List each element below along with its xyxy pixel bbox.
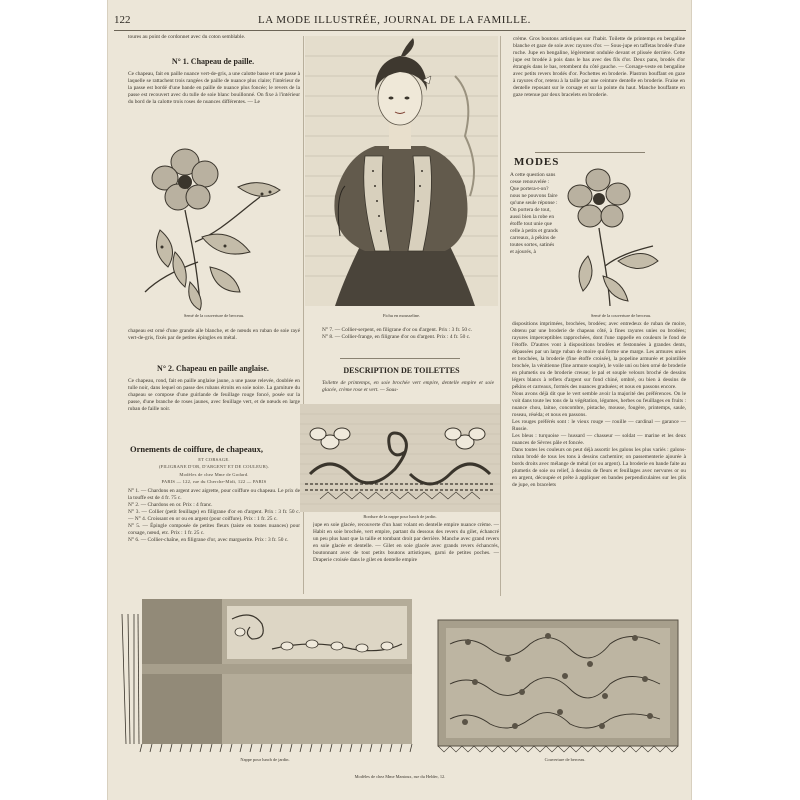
ornements-models: Modèles de chez Mme de Godard.	[179, 472, 249, 477]
modes-intro: A cette question sans cesse renouvelée : Que portera-t-on? nous ne pouvons faire qu'une seule réponse : On portera de tout, aussi bien la robe en étoffe tout unie que celle à petits et grands carreaux, à pékins de toutes sortes, satinés et ajourés, à	[510, 172, 558, 255]
page-number: 122	[114, 14, 131, 26]
column-rule-left	[303, 36, 304, 596]
col2-price-list: N° 7. — Collier-serpent, en filigrane d'or ou d'argent. Prix : 3 fr. 50 c. N° 8. — Collier-frange, en filigrane d'or ou d'argent. Prix : 4 fr. 50 c.	[322, 327, 473, 340]
caption-seme-right: Semé de la couverture de berceau.	[590, 313, 652, 318]
caption-models-mantoux: Modèles de chez Mme Mantoux, rue du Helder, 12.	[354, 774, 446, 779]
heading-chapeau-anglaise: N° 2. Chapeau en paille anglaise.	[157, 364, 269, 373]
ornements-materials: (FILIGRANE D'OR, D'ARGENT ET DE COULEUR).	[158, 464, 270, 469]
heading-chapeau-paille: N° 1. Chapeau de paille.	[171, 57, 255, 66]
col1-paragraph-1b: chapeau est orné d'une grande aile blanche, et de nœuds en ruban de soie rayé vert-de-gris, fixés par de petites épingles en métal.	[128, 328, 300, 341]
col2-continuation: jupe en soie glacée, recouverte d'un haut volant en dentelle empire nuance crème. — Habit en soie brochée, vert empire, partant du dessous des revers du gilet, échancré un peu plus haut que la taille et tombant droit par derrière. Manche avec grand revers en soie glacée et dentelle. — Gilet en soie glacée avec grands revers échancrés, boutonnant avec de tout petits boutons artistiques, garni de petites poches. — Draperie croisée dans le gilet en dentelle empire	[313, 522, 499, 563]
col2-description: Toilette de printemps, en soie brochée vert empire, dentelle empire et soie glacée, crème rose et vert. — Sous-	[322, 380, 494, 393]
ornements-address: PARIS — 122, rue du Cherche-Midi, 122 — PARIS	[161, 479, 267, 484]
caption-couverture: Couverture de berceau.	[544, 757, 586, 762]
caption-bordure-nappe: Bordure de la nappe pour lunch de jardin.	[363, 514, 437, 519]
col1-price-list: N° 1. — Chardons en argent avec aigrette, pour coiffure ou chapeau. Le prix de la touffe est de 4 fr. 75 c. N° 2. — Chardons en or. Prix : 4 franc. N° 3. — Collier (petit feuillage) en filigrane d'or en d'argent. Prix : 3 fr. 50 c. — N° 4. Croissant en or ou en argent (pour coiffure). Prix : 1 fr. 25 c. N° 5. — Épingle composée de petites fleurs (taiste en toutes nuances) pour corsage, nœud, etc. Prix : 1 fr. 25 c. N° 6. — Collier-chaîne, en filigrane d'or, avec marguerite. Prix : 3 fr. 50 c.	[128, 488, 300, 543]
heading-ornements: Ornements de coiffure, de chapeaux,	[130, 444, 263, 454]
col1-paragraph-1: Ce chapeau, fait en paille nuance vert-de-gris, a une calotte basse et une passe à laquelle se rattachent trois rangées de paille de nuance plus claire; l'intérieur de la passe est bordé d'une bande en paille de nuance plus foncée; le revers de la passe est recouvert avec du tulle de soie blanc bouillonné. On fixe à l'intérieur du bord de la calotte trois roses de nuances différentes. — Le	[128, 71, 300, 105]
couverture-berceau-engraving	[430, 614, 686, 756]
header-rule	[114, 30, 686, 31]
portrait-engraving	[305, 36, 498, 306]
caption-nappe: Nappe pour lunch de jardin.	[240, 757, 290, 762]
flower-embroidery-motif-left	[140, 142, 295, 312]
heading-modes: MODES	[514, 156, 560, 168]
col1-paragraph-2: Ce chapeau, rond, fait en paille anglaise jaune, a une passe relevée, doublée en tulle noir, dans lequel on passe des rubans étroits en soie noire. La garniture du chapeau se compose d'une guirlande de feuillage rouge foncé, posée sur la passe, d'une branche de roses jaunes, avec feuillage vert, et de nœuds en large ruban de faille noir.	[128, 378, 300, 412]
column-rule-right	[500, 36, 501, 596]
col3-top-paragraph: crème. Gros boutons artistiques sur l'habit. Toilette de printemps en bengaline blanche et gaze de soie avec rayures d'or. — Sous-jupe en taffetas brodée d'une ruche. Jupe en bengaline, légèrement ondulée devant et plissée derrière. Cette jupe est brodée à pois dans le bas avec des fils d'or. Deux pans, brodés d'or étrangés dans le bas, retombent du côté gauche. — Corsage-veste en bengaline avec petits revers brodés d'or. Pochettes en broderie. Plastron bouffant en gaze à rayures d'or, retenu à la taille par une ceinture dentelle en broderie. Fraise en dentelle reposant sur le corsage et sur la pointe du haut. Manche bouffante en gaze retenue par deux bracelets en broderie.	[513, 36, 685, 98]
heading-description-toilettes: DESCRIPTION DE TOILETTES	[343, 366, 460, 375]
col1-intro: toures au point de cordonnet avec du coton semblable.	[128, 34, 246, 40]
tablecloth-border-engraving	[300, 404, 500, 512]
modes-rule	[535, 152, 645, 153]
journal-title: LA MODE ILLUSTRÉE, JOURNAL DE LA FAMILLE.	[258, 14, 531, 26]
flower-embroidery-motif-right	[558, 166, 668, 316]
ornements-subtitle: ET CORSAGE.	[198, 457, 230, 462]
caption-fichu: Fichu en mousseline.	[382, 313, 421, 318]
col3-main-text: dispositions imprimées, brochées, brodées; avec entredeux de ruban de moire, obtenu par une broderie de chapeau côté, à fines rayures unies ou brodées; rayures imperceptibles rapprochées, dont l'une rappelle en couleurs le fond de l'étoffe. D'autres vont à dispositions brodées et festonnées à grandes dents, dépassées par un large ruban de moire qui forme une marge. Les armures unies et brochées, la broderie (fine étoffe croisée), la popeline armurée et pointillée brochée, la vénitienne (fine armure souple), le voile uni ou bien orné de broderie en plumetis ou de broderie creuse; le pal et souple velours broché de dessins légers blancs à reflets d'argent sur fond chiné, ombré, ou bien à dessins de pékins et carreaux, formés des nuances graduées; et nous en passons encore. Nous avons déjà dit que le vert semble avoir la majorité des préférences. On le voit dans toute les tons de la végétation, légumes, herbes ou feuillages en fruits : nuance chou, laitue, concombre, pistache, mousse, fougère, printemps, saule, roseau, réséda; et nous en passons. Les rouges préférés sont : le vieux rouge — rouille — cardinal — garance — Russie. Les bleus : turquoise — hussard — chasseur — soldat — marine et les deux nuances de Sèvres pâle et foncée. Dans toutes les couleurs on peut déjà assortir les galons les plus variés : galons-ruban brodé de tous les tons à dessins cachemire; on passementerie ajourée à bords droits avec mélange de métal (or ou argent). La broderie en bande faite au plumetis de soie ou relief, à dessins de fleurs et feuillages avec nervures or ou en argent, découpée et prête à appliquer en bandes perpendiculaires sur les plis de jupe, en bracelets	[512, 321, 686, 488]
nappe-engraving	[112, 594, 422, 754]
section-rule	[340, 358, 460, 359]
caption-seme-left: Semé de la couverture de berceau.	[183, 313, 245, 318]
